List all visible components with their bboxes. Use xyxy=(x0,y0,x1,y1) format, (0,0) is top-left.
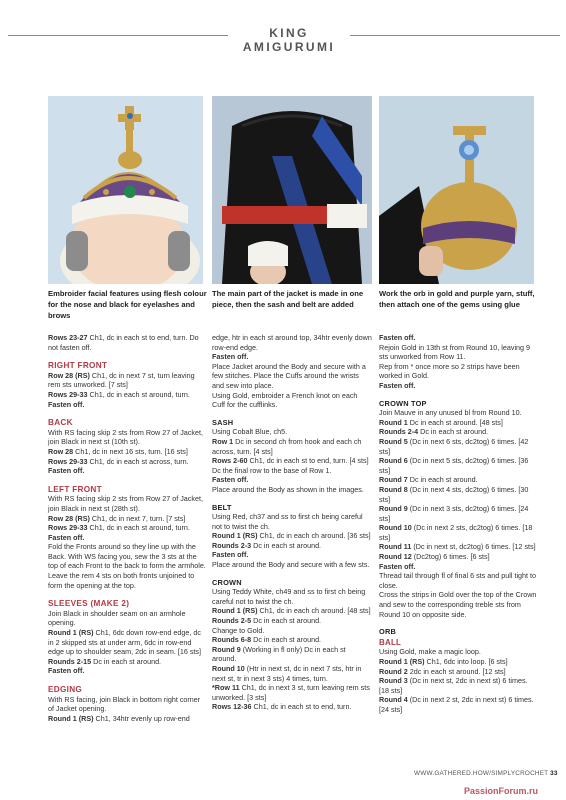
king-doll-head-photo xyxy=(48,96,203,284)
pattern-step: Round 7 Dc in each st around. xyxy=(379,475,478,485)
king-doll-jacket-photo xyxy=(212,96,372,284)
header-title: KING AMIGURUMI xyxy=(242,26,336,54)
fasten-off-note: Fasten off. xyxy=(379,380,416,390)
pattern-step: Round 1 (RS) Ch1, dc in each ch around. [48 sts] xyxy=(212,606,371,616)
pattern-step: Row 28 (RS) Ch1, dc in next 7 st, turn leaving rem sts unworked. [7 sts] xyxy=(48,370,195,390)
pattern-step: Round 10 (Htr in next st, dc in next 7 sts, htr in next st, tr in next 3 sts) 4 times, turn. xyxy=(212,664,362,683)
pattern-step: Join Black in shoulder seam on an armhole opening. xyxy=(48,608,186,628)
pattern-step: Rows 29-33 Ch1, dc in each st around, turn. xyxy=(48,389,190,399)
pattern-step: Round 1 Dc in each st around. [48 sts] xyxy=(379,417,503,427)
pattern-step: Using Gold, embroider a French knot on each Cuff for the cufflinks. xyxy=(212,390,358,410)
pattern-step: Rounds 2-4 Dc in each st around. xyxy=(379,427,489,437)
pattern-step: Round 1 (RS) Ch1, dc in each ch around. [36 sts] xyxy=(212,531,371,541)
section-heading-left-front: LEFT FRONT xyxy=(48,484,102,494)
fasten-off-note: Fasten off. xyxy=(48,399,85,409)
pattern-step: Round 12 (Dc2tog) 6 times. [6 sts] xyxy=(379,552,490,562)
footer-url[interactable]: WWW.GATHERED.HOW/SIMPLYCROCHET xyxy=(414,770,549,777)
fasten-off-note: Fasten off. xyxy=(48,532,85,542)
photo-caption-1: Embroider facial features using flesh colour for the nose and black for eyelashes and brows xyxy=(48,289,207,320)
pattern-step: Rows 2-60 Ch1, dc in each st to end, turn. [4 sts] Dc the final row to the base of Row 1. xyxy=(212,456,369,475)
pattern-step: Place around the Body as shown in the images. xyxy=(212,484,364,494)
pattern-step: Using Cobalt Blue, ch5. xyxy=(212,427,288,437)
pattern-step: Rounds 2-15 Dc in each st around. xyxy=(48,656,162,666)
pattern-step: With RS facing, join Black in bottom right corner of Jacket opening. xyxy=(48,694,201,714)
fasten-off-note: Fasten off. xyxy=(379,561,416,571)
pattern-step: Place Jacket around the Body and secure with a few stitches. Place the Cuffs around the wrists and sew into place. xyxy=(212,361,366,390)
pattern-step: Round 6 (Dc in next 5 sts, dc2tog) 6 times. [36 sts] xyxy=(379,456,529,475)
pattern-step: Round 1 (RS) Ch1, 6dc down row-end edge, dc in 2 skipped sts at under arm, 6dc in row-end edge up to shoulder seam, 2dc in seam. [16 sts] xyxy=(48,628,202,657)
pattern-step: Round 3 (Dc in next st, 2dc in next st) 6 times. [18 sts] xyxy=(379,676,528,695)
pattern-step: Round 2 2dc in each st around. [12 sts] xyxy=(379,666,506,676)
section-heading-right-front: RIGHT FRONT xyxy=(48,361,108,371)
subheading-ball: BALL xyxy=(379,637,402,647)
section-heading-sleeves: SLEEVES (MAKE 2) xyxy=(48,599,130,609)
section-heading-orb: ORB xyxy=(379,627,397,637)
pattern-step: Rounds 2-5 Dc in each st around. xyxy=(212,616,322,626)
pattern-step: Round 9 (Working in fl only) Dc in each st around. xyxy=(212,644,346,664)
pattern-step: Round 1 (RS) Ch1, 34htr evenly up row-end xyxy=(48,713,190,723)
pattern-step: Round 1 (RS) Ch1, 6dc into loop. [6 sts] xyxy=(379,657,508,666)
section-heading-back: BACK xyxy=(48,418,73,428)
pattern-step: Using Gold, make a magic loop. xyxy=(379,647,481,657)
pattern-step: Place around the Body and secure with a few sts. xyxy=(212,560,370,570)
fasten-off-note: Fasten off. xyxy=(212,550,249,560)
pattern-step: Rows 12-36 Ch1, dc in each st to end, turn. xyxy=(212,702,352,712)
photo-caption-3: Work the orb in gold and purple yarn, stuff, then attach one of the gems using glue xyxy=(379,289,535,309)
text-column-2 xyxy=(212,333,372,712)
fasten-off-note: Fasten off. xyxy=(212,475,249,485)
section-heading-crown-top: CROWN TOP xyxy=(379,398,427,408)
pattern-step: Cross the strips in Gold over the top of the Crown and sew to the corresponding treble sts from Round 10 on opposite side. xyxy=(379,590,537,619)
pattern-step: Rounds 6-8 Dc in each st around. xyxy=(212,635,322,645)
pattern-step: Rows 29-33 Ch1, dc in each st across, turn. xyxy=(48,456,189,466)
section-heading-belt: BELT xyxy=(212,502,232,512)
watermark: PassionForum.ru xyxy=(464,786,539,796)
pattern-step: edge, htr in each st around top, 34htr evenly down row-end edge. xyxy=(212,333,372,352)
text-column-1 xyxy=(48,333,208,723)
text-column-3 xyxy=(379,333,539,715)
fasten-off-note: Fasten off. xyxy=(48,466,85,476)
pattern-step: Rejoin Gold in 13th st from Round 10, leaving 9 sts unworked from Row 11. xyxy=(379,342,531,362)
page-footer xyxy=(414,770,558,777)
pattern-step: With RS facing skip 2 sts from Row 27 of Jacket, join Black in next st (28th st). xyxy=(48,494,203,513)
pattern-step: Round 10 (Dc in next 2 sts, dc2tog) 6 times. [18 sts] xyxy=(379,523,533,542)
pattern-step: Rows 29-33 Ch1, dc in each st around, turn. xyxy=(48,523,190,533)
page-number: 33 xyxy=(550,770,558,777)
fasten-off-note: Fasten off. xyxy=(48,666,85,676)
pattern-step: Row 1 Dc in second ch from hook and each ch across, turn. [4 sts] xyxy=(212,436,362,456)
pattern-step: Round 9 (Dc in next 3 sts, dc2tog) 6 times. [24 sts] xyxy=(379,504,529,523)
pattern-step: Fold the Fronts around so they line up with the Back. With WS facing you, sew the 3 sts at the top of each Front to the back to form the armhole. Leave the rem 4 sts on both fronts unjoined to form the opening at the top. xyxy=(48,542,206,590)
pattern-step: Rep from * once more so 2 strips have been worked in Gold. xyxy=(379,361,520,381)
header-rule-right xyxy=(350,35,560,36)
section-heading-sash: SASH xyxy=(212,417,234,427)
fasten-off-note: Fasten off. xyxy=(379,333,416,342)
pattern-step: Round 11 (Dc in next st, dc2tog) 6 times. [12 sts] xyxy=(379,542,536,552)
section-heading-crown: CROWN xyxy=(212,577,242,587)
pattern-step: Row 28 (RS) Ch1, dc in next 7, turn. [7 sts] xyxy=(48,513,186,523)
pattern-step: Rows 23-27 Ch1, dc in each st to end, turn. Do not fasten off. xyxy=(48,333,199,352)
section-heading-edging: EDGING xyxy=(48,685,83,694)
pattern-step: Round 4 (Dc in next 2 st, 2dc in next st) 6 times. [24 sts] xyxy=(379,695,534,714)
pattern-step: Using Red, ch37 and ss to first ch being careful not to twist the ch. xyxy=(212,512,363,531)
orb-detail-photo xyxy=(379,96,534,284)
pattern-step: Change to Gold. xyxy=(212,625,265,635)
pattern-step: Using Teddy White, ch49 and ss to first ch being careful not to twist the ch. xyxy=(212,587,366,606)
running-header xyxy=(0,26,566,54)
pattern-step: Round 5 (Dc in next 6 sts, dc2tog) 6 times. [42 sts] xyxy=(379,436,529,456)
pattern-step: *Row 11 Ch1, dc in next 3 st, turn leaving rem sts unworked. [3 sts] xyxy=(212,683,370,702)
fasten-off-note: Fasten off. xyxy=(212,352,249,362)
pattern-step: Round 8 (Dc in next 4 sts, dc2tog) 6 times. [30 sts] xyxy=(379,484,529,504)
pattern-step: Thread tail through fl of final 6 sts and pull tight to close. xyxy=(379,571,537,590)
pattern-step: Join Mauve in any unused bl from Round 10. xyxy=(379,408,522,418)
pattern-step: Rounds 2-3 Dc in each st around. xyxy=(212,540,322,550)
pattern-step: Row 28 Ch1, dc in next 16 sts, turn. [16 sts] xyxy=(48,446,188,456)
header-rule-left xyxy=(8,35,228,36)
photo-caption-2: The main part of the jacket is made in one piece, then the sash and belt are added xyxy=(212,289,364,309)
pattern-step: With RS facing skip 2 sts from Row 27 of Jacket, join Black in next st (10th st). xyxy=(48,427,203,447)
